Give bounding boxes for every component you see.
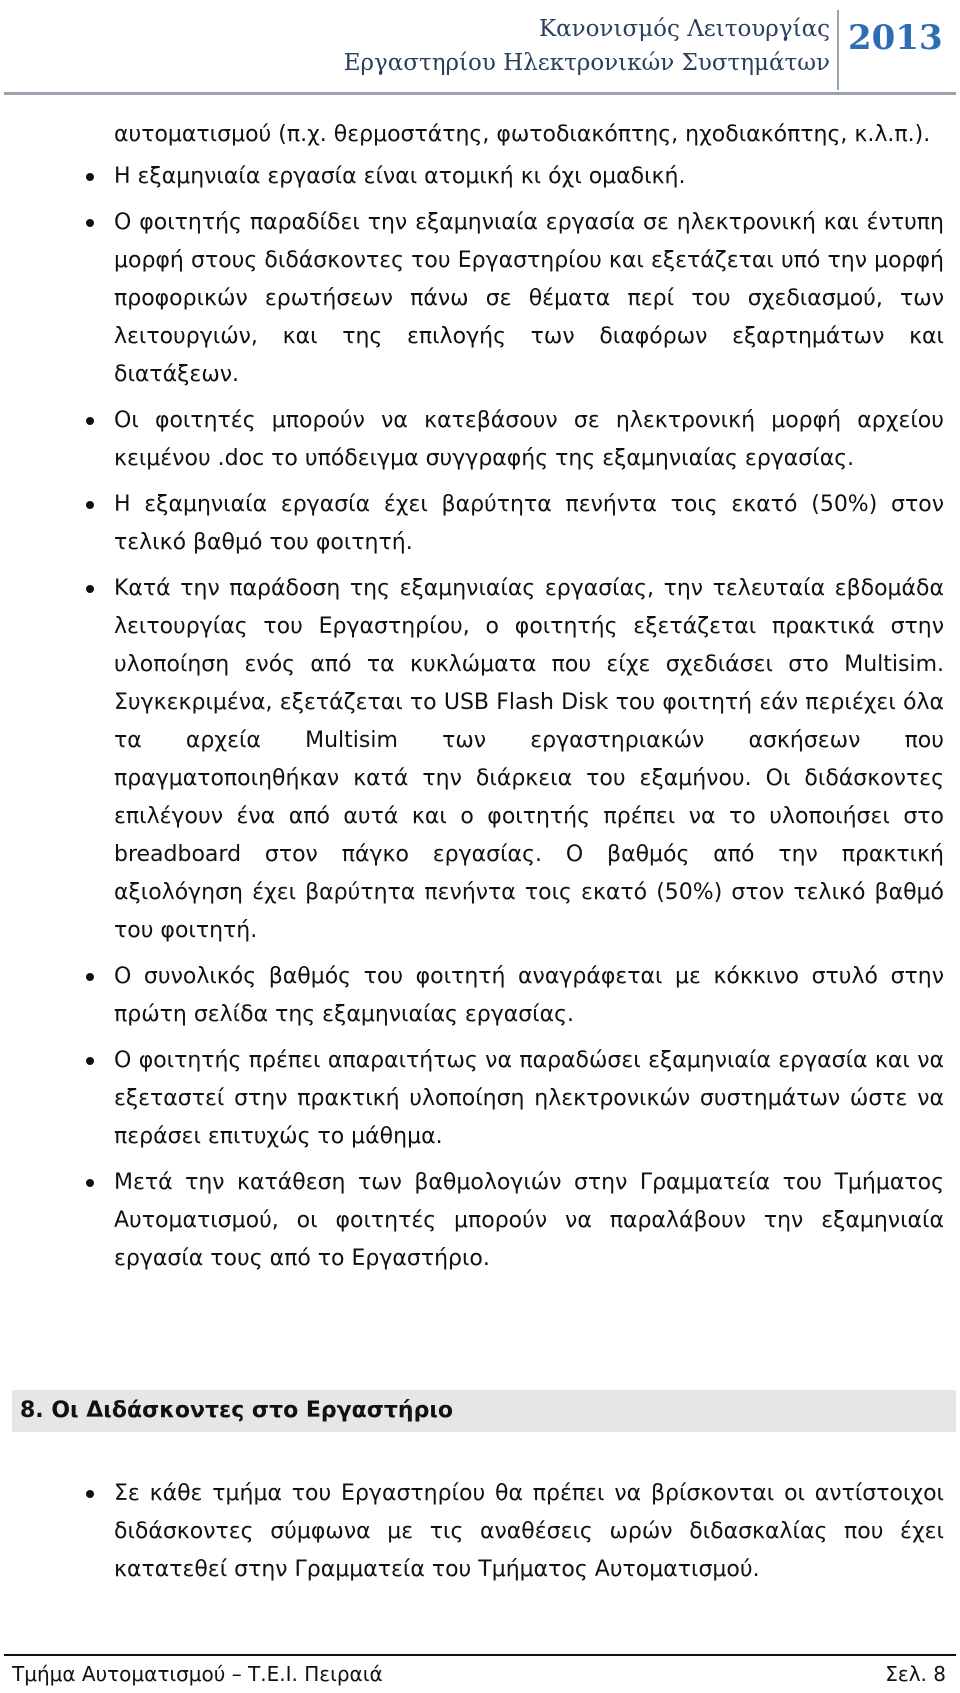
footer-department: Τμήμα Αυτοματισμού – Τ.Ε.Ι. Πειραιά — [12, 1662, 383, 1686]
section-heading — [12, 1390, 956, 1432]
bullet-icon — [86, 1490, 94, 1498]
list-item-text: Σε κάθε τμήμα του Εργαστηρίου θα πρέπει να βρίσκονται οι αντίστοιχοι διδάσκοντες σύμφωνα με τις αναθέσεις ωρών διδασκαλίας που έχει κατατεθεί στην Γραμματεία του Τμήματος Αυτοματισμού. — [114, 1481, 944, 1582]
list-item-text: Ο συνολικός βαθμός του φοιτητή αναγράφεται με κόκκινο στυλό στην πρώτη σελίδα της εξαμηνιαίας εργασίας. — [114, 964, 944, 1027]
section-title: 8. Οι Διδάσκοντες στο Εργαστήριο — [20, 1398, 454, 1423]
list-item — [114, 204, 944, 394]
list-item-text: Μετά την κατάθεση των βαθμολογιών στην Γραμματεία του Τμήματος Αυτοματισμού, οι φοιτητές μπορούν να παραλάβουν την εξαμηνιαία εργασία τους από το Εργαστήριο. — [114, 1170, 944, 1271]
list-item-text: Οι φοιτητές μπορούν να κατεβάσουν σε ηλεκτρονική μορφή αρχείου κειμένου .doc το υπόδειγμα συγγραφής της εξαμηνιαίας εργασίας. — [114, 408, 944, 471]
page-body — [0, 116, 960, 1286]
list-item — [114, 1042, 944, 1156]
page-number: Σελ. 8 — [885, 1662, 946, 1686]
list-item — [114, 958, 944, 1034]
list-item-text: Κατά την παράδοση της εξαμηνιαίας εργασίας, την τελευταία εβδομάδα λειτουργίας του Εργαστηρίου, ο φοιτητής εξετάζεται πρακτικά στην υλοποίηση ενός από τα κυκλώματα που είχε σχεδιάσει στο Multisim. Συγκεκριμένα, εξετάζεται το USB Flash Disk του φοιτητή εάν περιέχει όλα τα αρχεία Multisim των εργαστηριακών ασκήσεων που πραγματοποιηθήκαν κατά την διάρκεια του εξαμήνου. Οι διδάσκοντες επιλέγουν ένα από αυτά και ο φοιτητής πρέπει να το υλοποιήσει στο breadboard στον πάγκο εργασίας. Ο βαθμός από την πρακτική αξιολόγηση έχει βαρύτητα πενήντα τοις εκατό (50%) στον τελικό βαθμό του φοιτητή. — [114, 576, 944, 943]
list-item-text: Ο φοιτητής πρέπει απαραιτήτως να παραδώσει εξαμηνιαία εργασία και να εξεταστεί στην πρακτική υλοποίηση ηλεκτρονικών συστημάτων ώστε να περάσει επιτυχώς το μάθημα. — [114, 1048, 944, 1149]
continuation-text: αυτοματισμού (π.χ. θερμοστάτης, φωτοδιακόπτης, ηχοδιακόπτης, κ.λ.π.). — [114, 122, 931, 147]
list-item — [114, 402, 944, 478]
list-item — [114, 1164, 944, 1278]
bullet-icon — [86, 1057, 94, 1065]
header-divider — [837, 10, 839, 90]
bullet-icon — [86, 417, 94, 425]
header-year: 2013 — [848, 18, 943, 58]
list-item-text: Η εξαμηνιαία εργασία έχει βαρύτητα πενήντα τοις εκατό (50%) στον τελικό βαθμό του φοιτητή. — [114, 492, 944, 555]
header-rule — [4, 92, 956, 95]
bullet-icon — [86, 501, 94, 509]
bullet-list — [0, 158, 960, 1278]
footer-rule — [4, 1654, 956, 1656]
list-item — [114, 1475, 944, 1589]
section-body — [0, 1475, 960, 1597]
header-title-line1: Κανονισμός Λειτουργίας — [538, 16, 830, 42]
section-bullet-list — [0, 1475, 960, 1589]
list-item — [114, 158, 944, 196]
bullet-icon — [86, 219, 94, 227]
header-title-line2: Εργαστηρίου Ηλεκτρονικών Συστημάτων — [343, 50, 830, 76]
list-item — [114, 570, 944, 950]
bullet-icon — [86, 585, 94, 593]
bullet-icon — [86, 173, 94, 181]
list-item-text: Η εξαμηνιαία εργασία είναι ατομική κι όχι ομαδική. — [114, 164, 686, 189]
bullet-icon — [86, 973, 94, 981]
header-titles — [344, 12, 830, 80]
bullet-icon — [86, 1179, 94, 1187]
list-item-text: Ο φοιτητής παραδίδει την εξαμηνιαία εργασία σε ηλεκτρονική και έντυπη μορφή στους διδάσκοντες του Εργαστηρίου και εξετάζεται υπό την μορφή προφορικών ερωτήσεων πάνω σε θέματα περί του σχεδιασμού, των λειτουργιών, και της επιλογής των διαφόρων εξαρτημάτων και διατάξεων. — [114, 210, 944, 387]
list-item — [114, 486, 944, 562]
page-header — [0, 0, 960, 96]
